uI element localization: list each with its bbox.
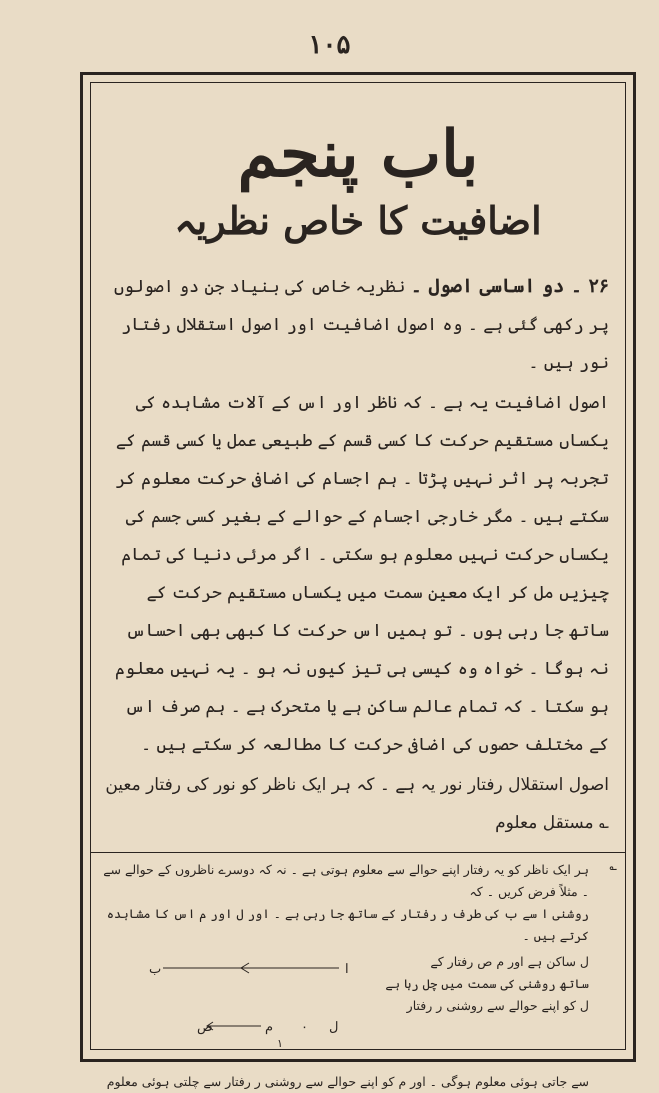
footnote-bottom-line: سے جاتی ہوئی معلوم ہوگی ۔ اور م کو اپنے حوالے سے روشنی ر رفتار سے چلتی ہوئی معلوم	[106, 1074, 589, 1090]
diagram-label-m: م	[265, 1020, 274, 1036]
footnote-marker: ؎	[609, 859, 617, 875]
principle-relativity-paragraph: اصول اضافیت یہ ہے ۔ کہ ناظر اور اس کے آلات مشاہدہ کی یکساں مستقیم حرکت کا کسی قسم کے طبیعی عمل یا کسی قسم کے تجربہ پر اثر نہیں پڑتا ۔ ہم اجسام کی اضافی حرکت معلوم کر سکتے ہیں ۔ مگر خارجی اجسام کے حوالے کے بغیر کسی جسم کی یکساں حرکت نہیں معلوم ہو سکتی ۔ اگر مرئی دنیا کی تمام چیزیں مل کر ایک معین سمت میں یکساں مستقیم حرکت کے ساتھ جا رہی ہوں ۔ تو ہمیں اس حرکت کا کبھی بھی احساس نہ ہوگا ۔ خواہ وہ کیسی ہی تیز کیوں نہ ہو ۔ یہ نہیں معلوم ہو سکتا ۔ کہ تمام عالم ساکن ہے یا متحرک ہے ۔ ہم صرف اس کے مختلف حصوں کی اضافی حرکت کا مطالعہ کر سکتے ہیں ۔	[114, 393, 609, 756]
principle-light-paragraph: اصول استقلال رفتار نور یہ ہے ۔ کہ ہر ایک ناظر کو نور کی رفتار معین ؎ مستقل معلوم	[105, 775, 609, 834]
footnote-figure-row	[101, 951, 589, 1069]
diagram-label-one: ۱	[277, 1037, 283, 1051]
page-frame	[90, 82, 626, 1090]
chapter-subheading: اضافیت کا خاص نظریہ	[174, 197, 542, 243]
footnote	[91, 853, 625, 1093]
footnote-side-text	[379, 951, 589, 1017]
footnote-side-line: ل ساکن ہے اور م ص رفتار کے	[430, 954, 589, 970]
light-diagram	[101, 951, 379, 1069]
chapter-heading: باب پنجم	[237, 117, 479, 192]
body-text	[91, 243, 625, 842]
section-intro: نظریہ خاص کی بنیاد جن دو اصولوں پر رکھی گئی ہے ۔ وہ اصول اضافیت اور اصول استقلال رفتار نور ہیں ۔	[113, 277, 609, 374]
footnote-line: روشنی ا سے ب کی طرف ر رفتار کے ساتھ جا رہی ہے ۔ اور ل اور م اس کا مشاہدہ کرتے ہیں ۔	[106, 906, 589, 944]
section-heading: ۲۶ ۔ دو اساسی اصول ۔	[410, 275, 609, 298]
diagram-label-l: ل	[329, 1020, 339, 1036]
diagram-label-zero: ۰	[301, 1020, 308, 1036]
footnote-side-line: ل کو اپنے حوالے سے روشنی ر رفتار	[406, 998, 589, 1014]
diagram-label-b: ب	[149, 962, 162, 978]
footnote-side-line: ساتھ روشنی کی سمت میں چل رہا ہے	[385, 976, 589, 992]
diagram-label-a: ا	[345, 962, 349, 978]
footnote-line: ہر ایک ناظر کو یہ رفتار اپنے حوالے سے معلوم ہوتی ہے ۔ نہ کہ دوسرے ناظروں کے حوالے سے ۔ مثلاً فرض کریں ۔ کہ	[103, 862, 589, 900]
page-number: ۱۰۵	[308, 30, 351, 60]
section-paragraph	[105, 267, 609, 382]
diagram-label-s: ص	[197, 1020, 213, 1036]
